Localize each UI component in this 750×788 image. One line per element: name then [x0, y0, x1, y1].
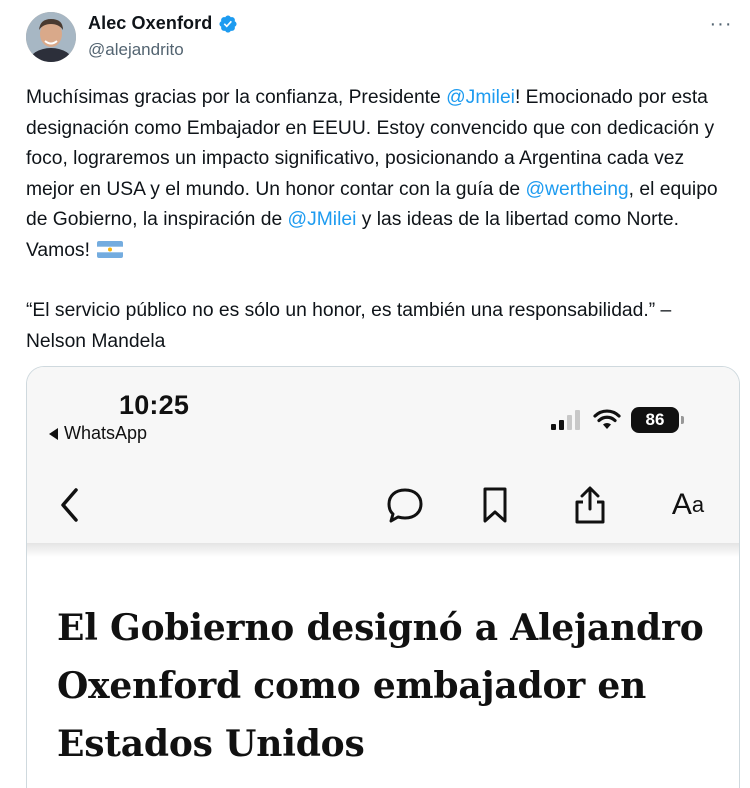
attached-screenshot[interactable] — [26, 366, 740, 788]
text-size-small: a — [691, 492, 705, 517]
avatar[interactable] — [26, 12, 76, 62]
back-triangle-icon — [49, 428, 58, 440]
bookmark-icon[interactable] — [475, 475, 515, 535]
cellular-signal-icon — [549, 409, 583, 431]
text-size-button[interactable] — [663, 475, 713, 535]
verified-badge-icon — [218, 14, 238, 34]
tweet-text — [26, 83, 726, 357]
avatar-photo — [26, 12, 76, 62]
phone-header — [27, 367, 739, 543]
author-name-row[interactable] — [88, 13, 238, 34]
header-shadow — [27, 543, 739, 557]
author-display-name[interactable]: Alec Oxenford — [88, 13, 213, 33]
text-size-big: A — [671, 488, 692, 521]
mention-link-wertheing[interactable]: @wertheing — [525, 178, 629, 200]
article-headline: El Gobierno designó a Alejandro Oxenford como embajador en Estados Unidos — [57, 607, 704, 765]
back-to-app-link — [49, 423, 147, 444]
argentina-flag-icon — [97, 241, 123, 258]
tweet-text-segment: , el equipo de Gobierno, la inspiración de — [26, 178, 718, 230]
reader-toolbar — [27, 475, 739, 535]
tweet-quote: “El servicio público no es sólo un honor, es también una responsabilidad.” – Nelson Mandela — [26, 300, 672, 352]
status-time: 10:25 — [119, 390, 190, 420]
back-app-label: WhatsApp — [64, 423, 148, 443]
tweet-paragraph-main — [26, 83, 726, 266]
tweet-text-segment: Muchísimas gracias por la confianza, Presidente — [26, 87, 447, 108]
tweet-text-segment: ! Emocionado por esta designación como Embajador en EEUU. Estoy convencido que con dedicación y foco, lograremos un impacto significativo, posicionando a Argentina cada vez mejor en USA y el mundo. Un honor contar con la guía de — [26, 87, 715, 200]
more-options-button[interactable]: ··· — [709, 13, 733, 35]
comment-bubble-icon[interactable] — [382, 475, 428, 535]
mention-link-jmilei-2[interactable]: @JMilei — [287, 209, 357, 230]
battery-indicator: 86 — [631, 407, 679, 433]
mention-link-jmilei[interactable]: @Jmilei — [446, 87, 515, 108]
author-handle[interactable]: @alejandrito — [88, 40, 184, 59]
chevron-left-icon[interactable] — [51, 475, 87, 535]
status-icons — [549, 407, 679, 433]
share-icon[interactable] — [569, 475, 611, 535]
tweet-text-segment: y las ideas de la libertad como Norte. Vamos! — [26, 209, 679, 261]
wifi-icon — [593, 409, 621, 431]
